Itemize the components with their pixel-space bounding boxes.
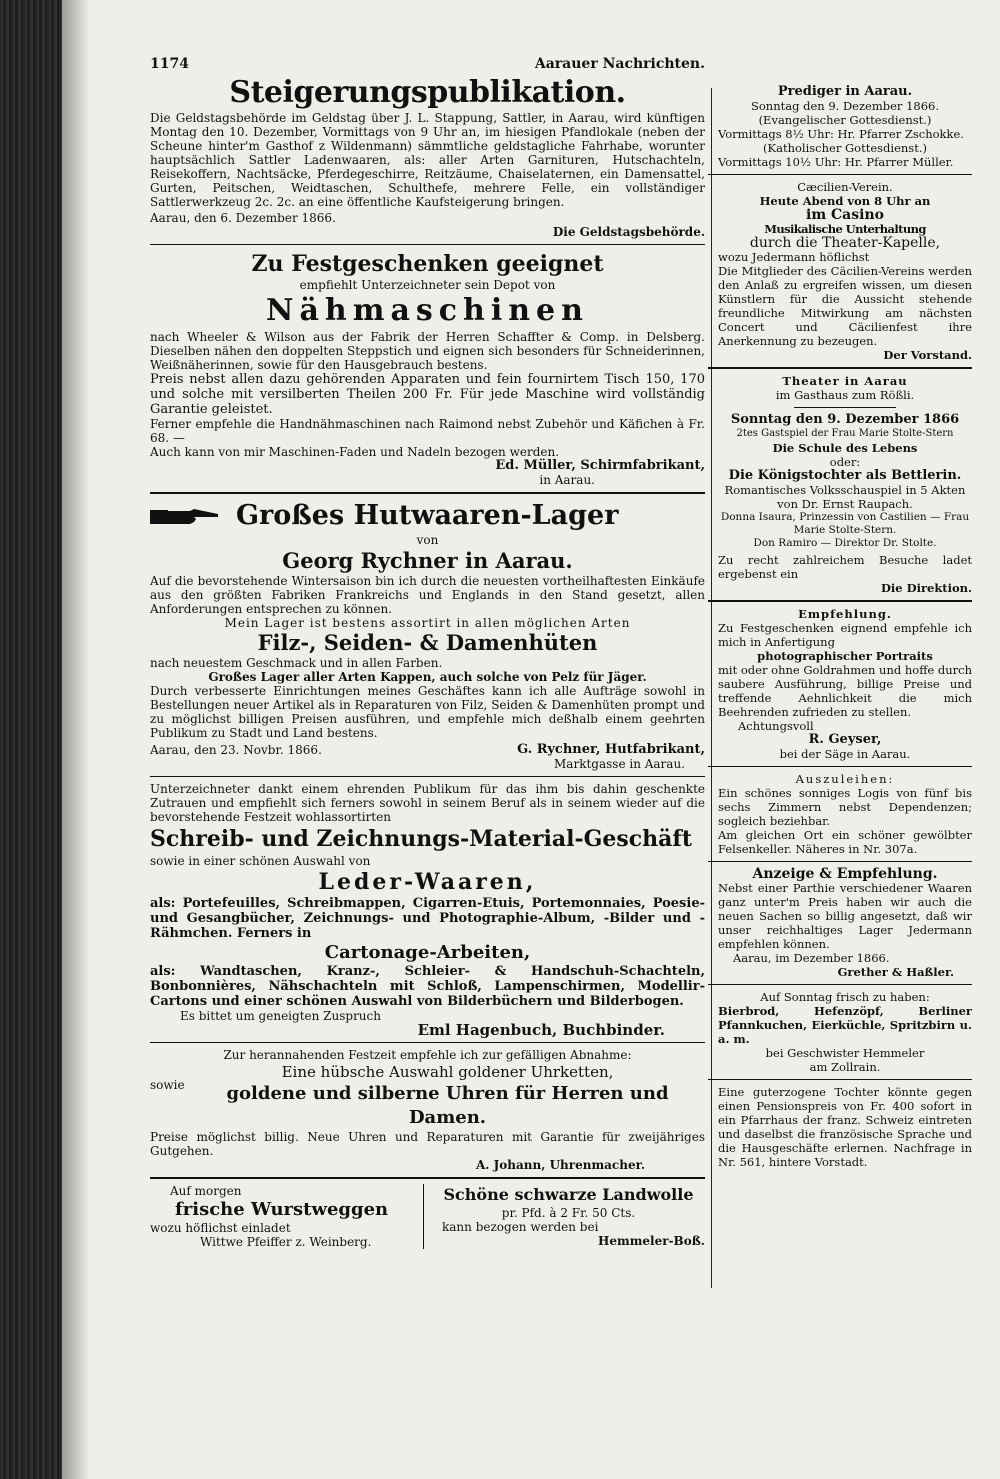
ad-signature: Der Vorstand. (883, 348, 972, 362)
ad-line-row (150, 1062, 705, 1130)
ad-subtitle: Die Königstochter als Bettlerin. (728, 468, 962, 483)
ad-signature-place: bei der Säge in Aarau. (779, 747, 911, 761)
divider (708, 600, 972, 602)
ad-naehmaschinen (150, 250, 705, 487)
pointing-hand-icon (150, 506, 220, 528)
divider (708, 1079, 972, 1080)
ad-product2: Cartonage-Arbeiten, (324, 942, 531, 963)
ad-body: Ein schönes sonniges Logis von fünf bis sechs Zimmern nebst Dependenzen; sogleich beziehbar. (718, 786, 972, 828)
divider (150, 1177, 705, 1179)
ad-intro: Zur herannahenden Festzeit empfehle ich zur gefälligen Abnahme: (223, 1048, 632, 1062)
divider (708, 861, 972, 862)
ad-title: Theater in Aarau (782, 374, 908, 388)
ad-body: Die Mitglieder des Cäcilien-Vereins werden den Anlaß zu ergreifen wissen, um diesen Künstlern für die Aussicht stehende freundliche Mitwirkung am nächsten Concert und Cäcilienfest ihre Anerkennung zu bezeugen. (718, 264, 972, 348)
ad-place: am Zollrain. (809, 1060, 881, 1074)
ad-hemmeler (708, 990, 972, 1074)
ad-line: Vormittags 10½ Uhr: Hr. Pfarrer Müller. (718, 155, 954, 169)
ad-title: Schreib- und Zeichnungs-Material-Geschäft (150, 826, 693, 852)
ad-title: Steigerungspublikation. (229, 75, 626, 110)
ad-line: Auf morgen (170, 1184, 242, 1198)
ad-line2: goldene und silberne Uhren für Herren und Damen. (226, 1083, 669, 1128)
ad-intro: Auf Sonntag frisch zu haben: (760, 990, 930, 1004)
ad-list: als: Wandtaschen, Kranz-, Schleier- & Handschuh-Schachteln, Bonbonnières, Nähschachteln mit Schloß, Lampenschirmen, Modellir-Cartons und einer schönen Auswahl von Bilderbüchern und Bilderbogen. (150, 964, 705, 1009)
ad-body: Eine guterzogene Tochter könnte gegen einen Pensionspreis von Fr. 400 sofort in ein Pfarrhaus der franz. Schweiz eintreten und daselbst die französische Sprache und die Hausgeschäfte erlernen. Nachfrage in Nr. 561, hintere Vorstadt. (718, 1085, 972, 1169)
divider (794, 407, 896, 408)
ad-title: Auszuleihen: (795, 772, 895, 786)
ad-bei: bei Geschwister Hemmeler (765, 1046, 925, 1060)
ad-date: Aarau, den 6. Dezember 1866. (150, 211, 336, 225)
ad-von: von (416, 533, 439, 547)
ad-product: Nähmaschinen (266, 293, 589, 328)
ad-johann (150, 1048, 705, 1172)
divider (708, 984, 972, 985)
ad-body: Preise möglichst billig. Neue Uhren und Reparaturen mit Garantie für zweijähriges Gutgehen. (150, 1130, 705, 1158)
ad-prediger (708, 85, 972, 169)
ad-lines (190, 1062, 705, 1130)
ad-line: (Evangelischer Gottesdienst.) (758, 113, 932, 127)
ad-geyser (708, 607, 972, 761)
ad-cast: Don Ramiro — Direktor Dr. Stolte. (753, 537, 937, 549)
ad-date: Aarau, im Dezember 1866. (733, 951, 890, 965)
ad-closing: Es bittet um geneigten Zuspruch (180, 1009, 381, 1023)
ad-line: wozu höflichst einladet (150, 1221, 291, 1235)
ad-body: Preis nebst allen dazu gehörenden Apparaten und fein fournirtem Tisch 150, 170 und solche mit versilberten Theilen 200 Fr. Für jede Maschine wird vollständig Garantie geleistet. (150, 372, 705, 417)
ad-sowie: sowie (150, 1078, 185, 1092)
ad-theater (708, 374, 972, 595)
divider (708, 174, 972, 175)
ad-body: Am gleichen Ort ein schöner gewölbter Felsenkeller. Näheres in Nr. 307a. (718, 828, 972, 856)
ad-body: Ferner empfehle die Handnähmaschinen nach Raimond nebst Zubehör und Käfichen à Fr. 68. — (150, 417, 705, 445)
ad-line: sowie in einer schönen Auswahl von (150, 854, 371, 868)
divider (150, 492, 705, 494)
ad-date: Sonntag den 9. Dezember 1866. (750, 99, 939, 113)
ad-product: Leder-Waaren, (318, 869, 537, 895)
ad-body: nach Wheeler & Wilson aus der Fabrik der Herren Schaffter & Comp. in Delsberg. Dieselben nähen den doppelten Steppstich und eignen sich besonders für Schneiderinnen, Weißnäherinnen, sowie für den Hausgebrauch bestens. (150, 330, 705, 372)
ad-title: frische Wurstweggen (175, 1199, 389, 1220)
divider (708, 367, 972, 369)
ad-title: Cæcilien-Verein. (797, 180, 893, 194)
ad-line1: Eine hübsche Auswahl goldener Uhrketten, (281, 1063, 614, 1081)
ad-signature-place: Marktgasse in Aarau. (554, 757, 685, 771)
page-header (150, 57, 705, 71)
ad-products: Filz-, Seiden- & Damenhüten (257, 630, 598, 655)
ad-date-sig (150, 743, 705, 757)
ad-date: Sonntag den 9. Dezember 1866 (730, 412, 960, 427)
ad-signature: Grether & Haßler. (837, 965, 954, 979)
ad-signature-place: in Aarau. (539, 473, 595, 487)
ad-line: im Gasthaus zum Rößli. (775, 388, 915, 402)
ad-play: Die Schule des Lebens (772, 441, 918, 455)
ad-title: Großes Hutwaaren-Lager (236, 500, 619, 531)
ad-price: pr. Pfd. à 2 Fr. 50 Cts. (501, 1206, 636, 1220)
ad-body: Mein Lager ist bestens assortirt in allen möglichen Arten (224, 616, 631, 630)
ad-landwolle (423, 1184, 705, 1249)
ad-row-bottom (150, 1184, 705, 1249)
ad-line: im Casino (806, 207, 884, 223)
ad-body: Zu Festgeschenken eignend empfehle ich mich in Anfertigung (718, 621, 972, 649)
ad-title: Prediger in Aarau. (777, 84, 913, 99)
ad-signature: Die Geldstagsbehörde. (552, 225, 705, 239)
ad-title2: Musikalische Unterhaltung (764, 222, 926, 236)
ad-intro: empfiehlt Unterzeichneter sein Depot von (299, 278, 556, 292)
ad-grether (708, 867, 972, 979)
divider (150, 1042, 705, 1043)
ad-closing: Achtungsvoll (738, 719, 814, 733)
ad-signature: Die Direktion. (880, 581, 972, 595)
ad-line: Heute Abend von 8 Uhr an (759, 194, 931, 208)
ad-body: Bierbrod, Hefenzöpf, Berliner Pfannkuchen, Eierküchle, Spritzbirn u. a. m. (718, 1004, 972, 1046)
ad-date: Aarau, den 23. Novbr. 1866. (150, 743, 322, 757)
ad-name: Georg Rychner in Aarau. (282, 548, 573, 573)
ad-signature: R. Geyser, (808, 732, 882, 747)
ad-hutwaaren (150, 499, 705, 771)
ad-body: Auch kann von mir Maschinen-Faden und Nadeln bezogen werden. (150, 445, 560, 459)
ad-oder: oder: (829, 455, 861, 469)
ad-body: mit oder ohne Goldrahmen und hoffe durch saubere Ausführung, billige Preise und treffende Aehnlichkeit die mich Beehrenden zufrieden zu stellen. (718, 663, 972, 719)
ad-list: als: Portefeuilles, Schreibmappen, Cigarren-Etuis, Portemonnaies, Poesie- und Gesangbücher, Zeichnungs- und Photographie-Album, -Bilder und -Rähmchen. Ferners in (150, 896, 705, 941)
ad-signature: Wittwe Pfeiffer z. Weinberg. (200, 1235, 372, 1249)
ad-line: Vormittags 8½ Uhr: Hr. Pfarrer Zschokke. (718, 127, 964, 141)
divider (150, 776, 705, 777)
ad-invite: Zu recht zahlreichem Besuche ladet ergebenst ein (718, 553, 972, 581)
ad-genre: Romantisches Volksschauspiel in 5 Akten von Dr. Ernst Raupach. (724, 483, 966, 511)
ad-line: kann bezogen werden bei (442, 1220, 599, 1234)
ad-title: Empfehlung. (798, 607, 892, 621)
ad-title: Schöne schwarze Landwolle (443, 1185, 694, 1204)
ad-title: Zu Festgeschenken geeignet (251, 251, 604, 277)
ad-hagenbuch (150, 782, 705, 1037)
ad-body: Auf die bevorstehende Wintersaison bin ich durch die neuesten vortheilhaftesten Einkäufe aus den größten Fabriken Frankreichs und Englands in den Stand gesetzt, allen Anforderungen entsprechen zu können. (150, 574, 705, 616)
book-binding (0, 0, 62, 1479)
left-column (150, 55, 705, 1249)
right-column (708, 85, 972, 1169)
newspaper-title: Aarauer Nachrichten. (534, 56, 705, 72)
ad-signature: G. Rychner, Hutfabrikant, (517, 742, 705, 757)
divider (150, 244, 705, 245)
page-number: 1174 (150, 56, 189, 72)
ad-cast: Donna Isaura, Prinzessin von Castilien — Frau Marie Stolte-Stern. (720, 511, 970, 536)
ad-body: nach neuestem Geschmack und in allen Farben. (150, 656, 443, 670)
ad-intro: Unterzeichneter dankt einem ehrenden Publikum für das ihm bis dahin geschenkte Zutrauen und empfiehlt sich ferners sowohl in seinem Beruf als in seinem wieder auf die bevorstehende Festzeit wohlassortirten (150, 782, 705, 824)
ad-signature: Hemmeler-Boß. (598, 1234, 705, 1248)
ad-signature: Ed. Müller, Schirmfabrikant, (495, 458, 705, 473)
ad-line: wozu Jedermann höflichst (718, 250, 870, 264)
ad-steigerung (150, 75, 705, 239)
ad-caecilien (708, 180, 972, 362)
ad-title: Anzeige & Empfehlung. (752, 866, 938, 882)
ad-signature: A. Johann, Uhrenmacher. (475, 1158, 645, 1172)
ad-line: durch die Theater-Kapelle, (749, 235, 941, 251)
ad-body: Großes Lager aller Arten Kappen, auch solche von Pelz für Jäger. (208, 670, 647, 684)
divider (708, 766, 972, 767)
ad-line: 2tes Gastspiel der Frau Marie Stolte-Stern (736, 428, 954, 439)
ad-body: Nebst einer Parthie verschiedener Waaren ganz unter'm Preis haben wir auch die neuen Sachen so billig angesetzt, daß wir unser reichhaltiges Lager Jedermann empfehlen können. (718, 881, 972, 951)
ad-line: (Katholischer Gottesdienst.) (763, 141, 927, 155)
ad-product: photographischer Portraits (757, 649, 933, 663)
ad-body: Die Geldstagsbehörde im Geldstag über J. L. Stappung, Sattler, in Aarau, wird künftigen Montag den 10. Dezember, Vormittags von 9 Uhr an, im hiesigen Pfandlokale (neben der Scheune hinter'm Gasthof z Wildenmann) sämmtliche geldstagliche Fahrhabe, worunter hauptsächlich Sattler Ladenwaaren, als: aller Arten Garnituren, Hutschachteln, Reisekoffern, Nachtsäcke, Pferdegeschirre, Reitzäume, Chaiselaternen, ein Damensattel, Gurten, Peitschen, Weidtaschen, Schulthefe, mehrere Felle, ein vollständiger Sattlerwerkzeug 2c. 2c. an eine öffentliche Kaufsteigerung bringen. (150, 111, 705, 209)
ad-title-row (150, 499, 705, 533)
ad-pension (708, 1085, 972, 1169)
ad-body: Durch verbesserte Einrichtungen meines Geschäftes kann ich alle Aufträge sowohl in Bestellungen neuer Artikel als in Reparaturen von Filz, Seiden & Damenhüten prompt und zu möglichst billigen Preisen ausführen, und empfehle mich deßhalb einem geehrten Publikum zu Stadt und Land bestens. (150, 684, 705, 740)
ad-pfeiffer (150, 1184, 423, 1249)
ad-auszuleihen (708, 772, 972, 856)
ad-signature: Eml Hagenbuch, Buchbinder. (417, 1021, 665, 1039)
